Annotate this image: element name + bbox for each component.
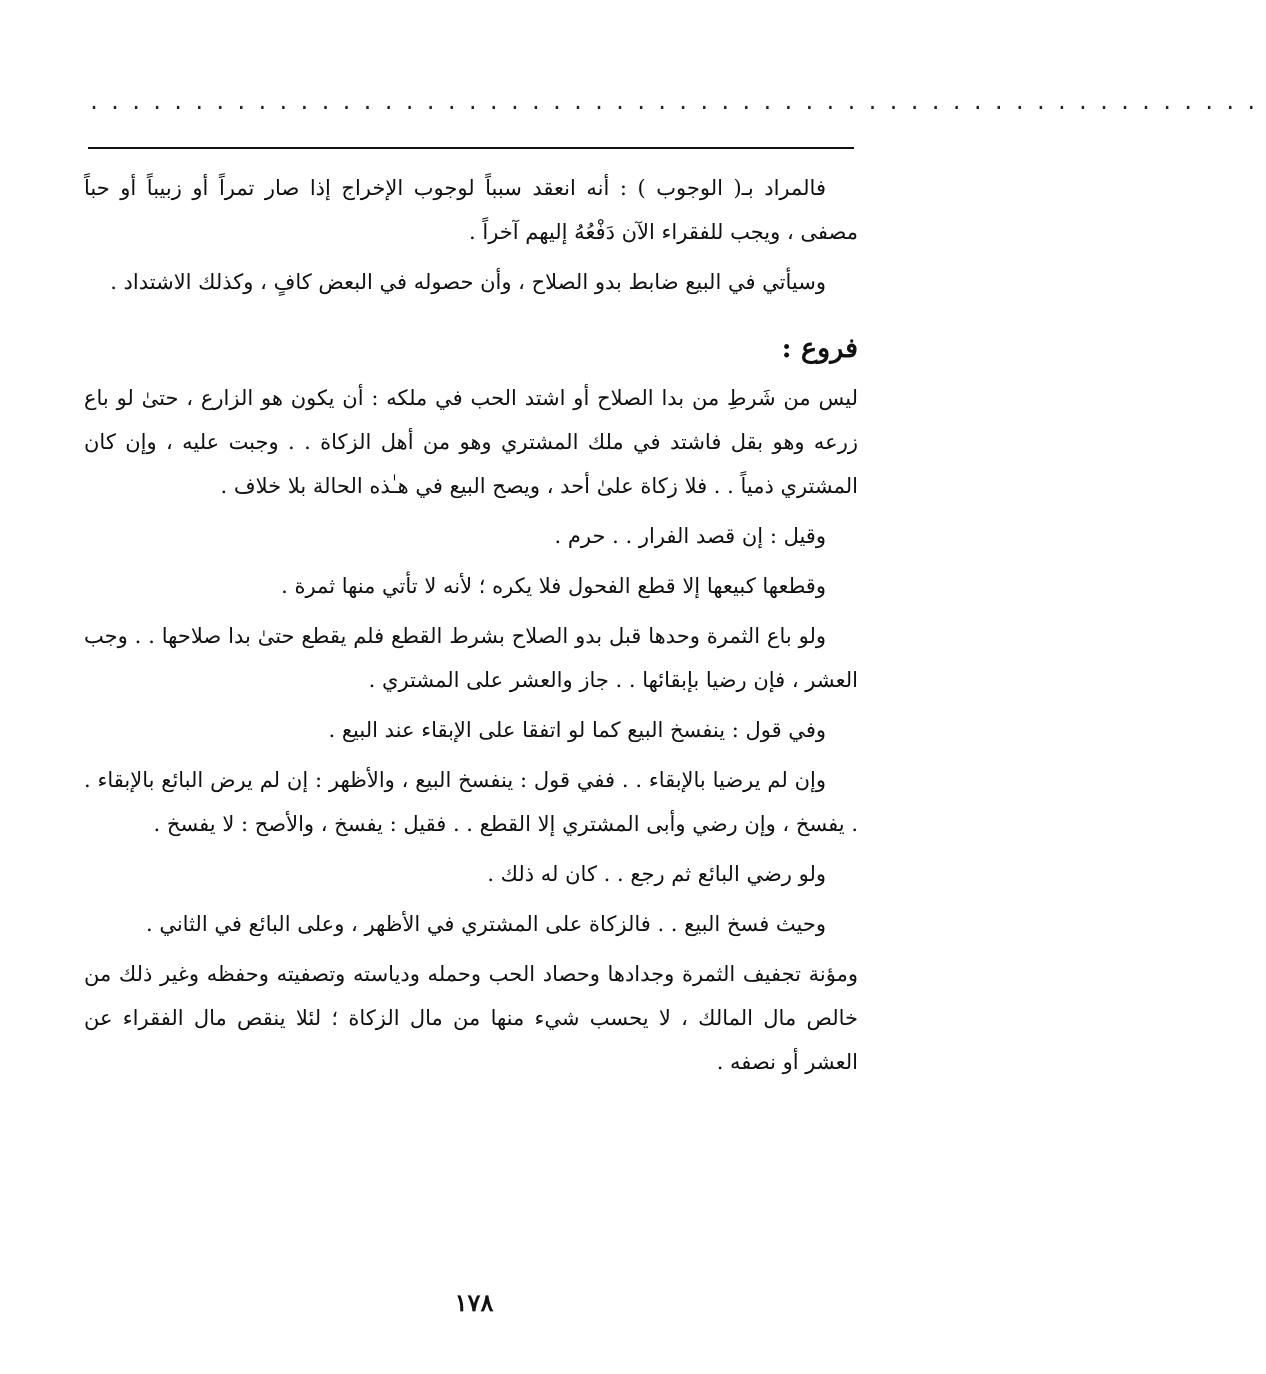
- section-heading-furu: فروع :: [781, 333, 858, 364]
- paragraph-wujub-meaning: فالمراد بـ( الوجوب ) : أنه انعقد سبباً لوجوب الإخراج إذا صار تمراً أو زبيباً أو حباً مصفى ، ويجب للفقراء الآن دَفْعُهُ إليهم آخراً .: [84, 176, 858, 244]
- paragraph-badw-salah: وسيأتي في البيع ضابط بدو الصلاح ، وأن حصوله في البعض كافٍ ، وكذلك الاشتداد .: [110, 270, 826, 294]
- header-rule: [88, 147, 854, 149]
- paragraph-bay-thamara: ولو باع الثمرة وحدها قبل بدو الصلاح بشرط القطع فلم يقطع حتىٰ بدا صلاحها . . وجب العشر ، فإن رضيا بإبقائها . . جاز والعشر على المشتري .: [84, 624, 858, 692]
- paragraph-qat-fuhul: وقطعها كبيعها إلا قطع الفحول فلا يكره ؛ لأنه لا تأتي منها ثمرة .: [281, 574, 826, 598]
- paragraph-qasd-firar: وقيل : إن قصد الفرار . . حرم .: [554, 524, 826, 548]
- paragraph-furu-first: ليس من شَرطِ من بدا الصلاح أو اشتد الحب في ملكه : أن يكون هو الزارع ، حتىٰ لو باع زرعه وهو بقل فاشتد في ملك المشتري وهو من أهل الزكاة . . وجبت عليه ، وإن كان المشتري ذمياً . . فلا زكاة علىٰ أحد ، ويصح البيع في هـٰذه الحالة بلا خلاف .: [84, 386, 858, 498]
- header-dotted-line: ........................................................: [88, 90, 1266, 114]
- paragraph-ruju-bai: ولو رضي البائع ثم رجع . . كان له ذلك .: [487, 862, 826, 886]
- page-body: [84, 166, 858, 1090]
- paragraph-fasakh-zakat: وحيث فسخ البيع . . فالزكاة على المشتري في الأظهر ، وعلى البائع في الثاني .: [145, 912, 826, 936]
- paragraph-lam-yardaya: وإن لم يرضيا بالإبقاء . . ففي قول : ينفسخ البيع ، والأظهر : إن لم يرض البائع بالإبقاء . . يفسخ ، وإن رضي وأبى المشتري إلا القطع . . فقيل : يفسخ ، والأصح : لا يفسخ .: [84, 768, 858, 836]
- paragraph-muna-tajfif: ومؤنة تجفيف الثمرة وجدادها وحصاد الحب وحمله ودياسته وتصفيته وحفظه وغير ذلك من خالص مال المالك ، لا يحسب شيء منها من مال الزكاة ؛ لئلا ينقص مال الفقراء عن العشر أو نصفه .: [84, 962, 858, 1074]
- paragraph-infisakh-qawl: وفي قول : ينفسخ البيع كما لو اتفقا على الإبقاء عند البيع .: [328, 718, 826, 742]
- page-number: ١٧٨: [454, 1288, 494, 1317]
